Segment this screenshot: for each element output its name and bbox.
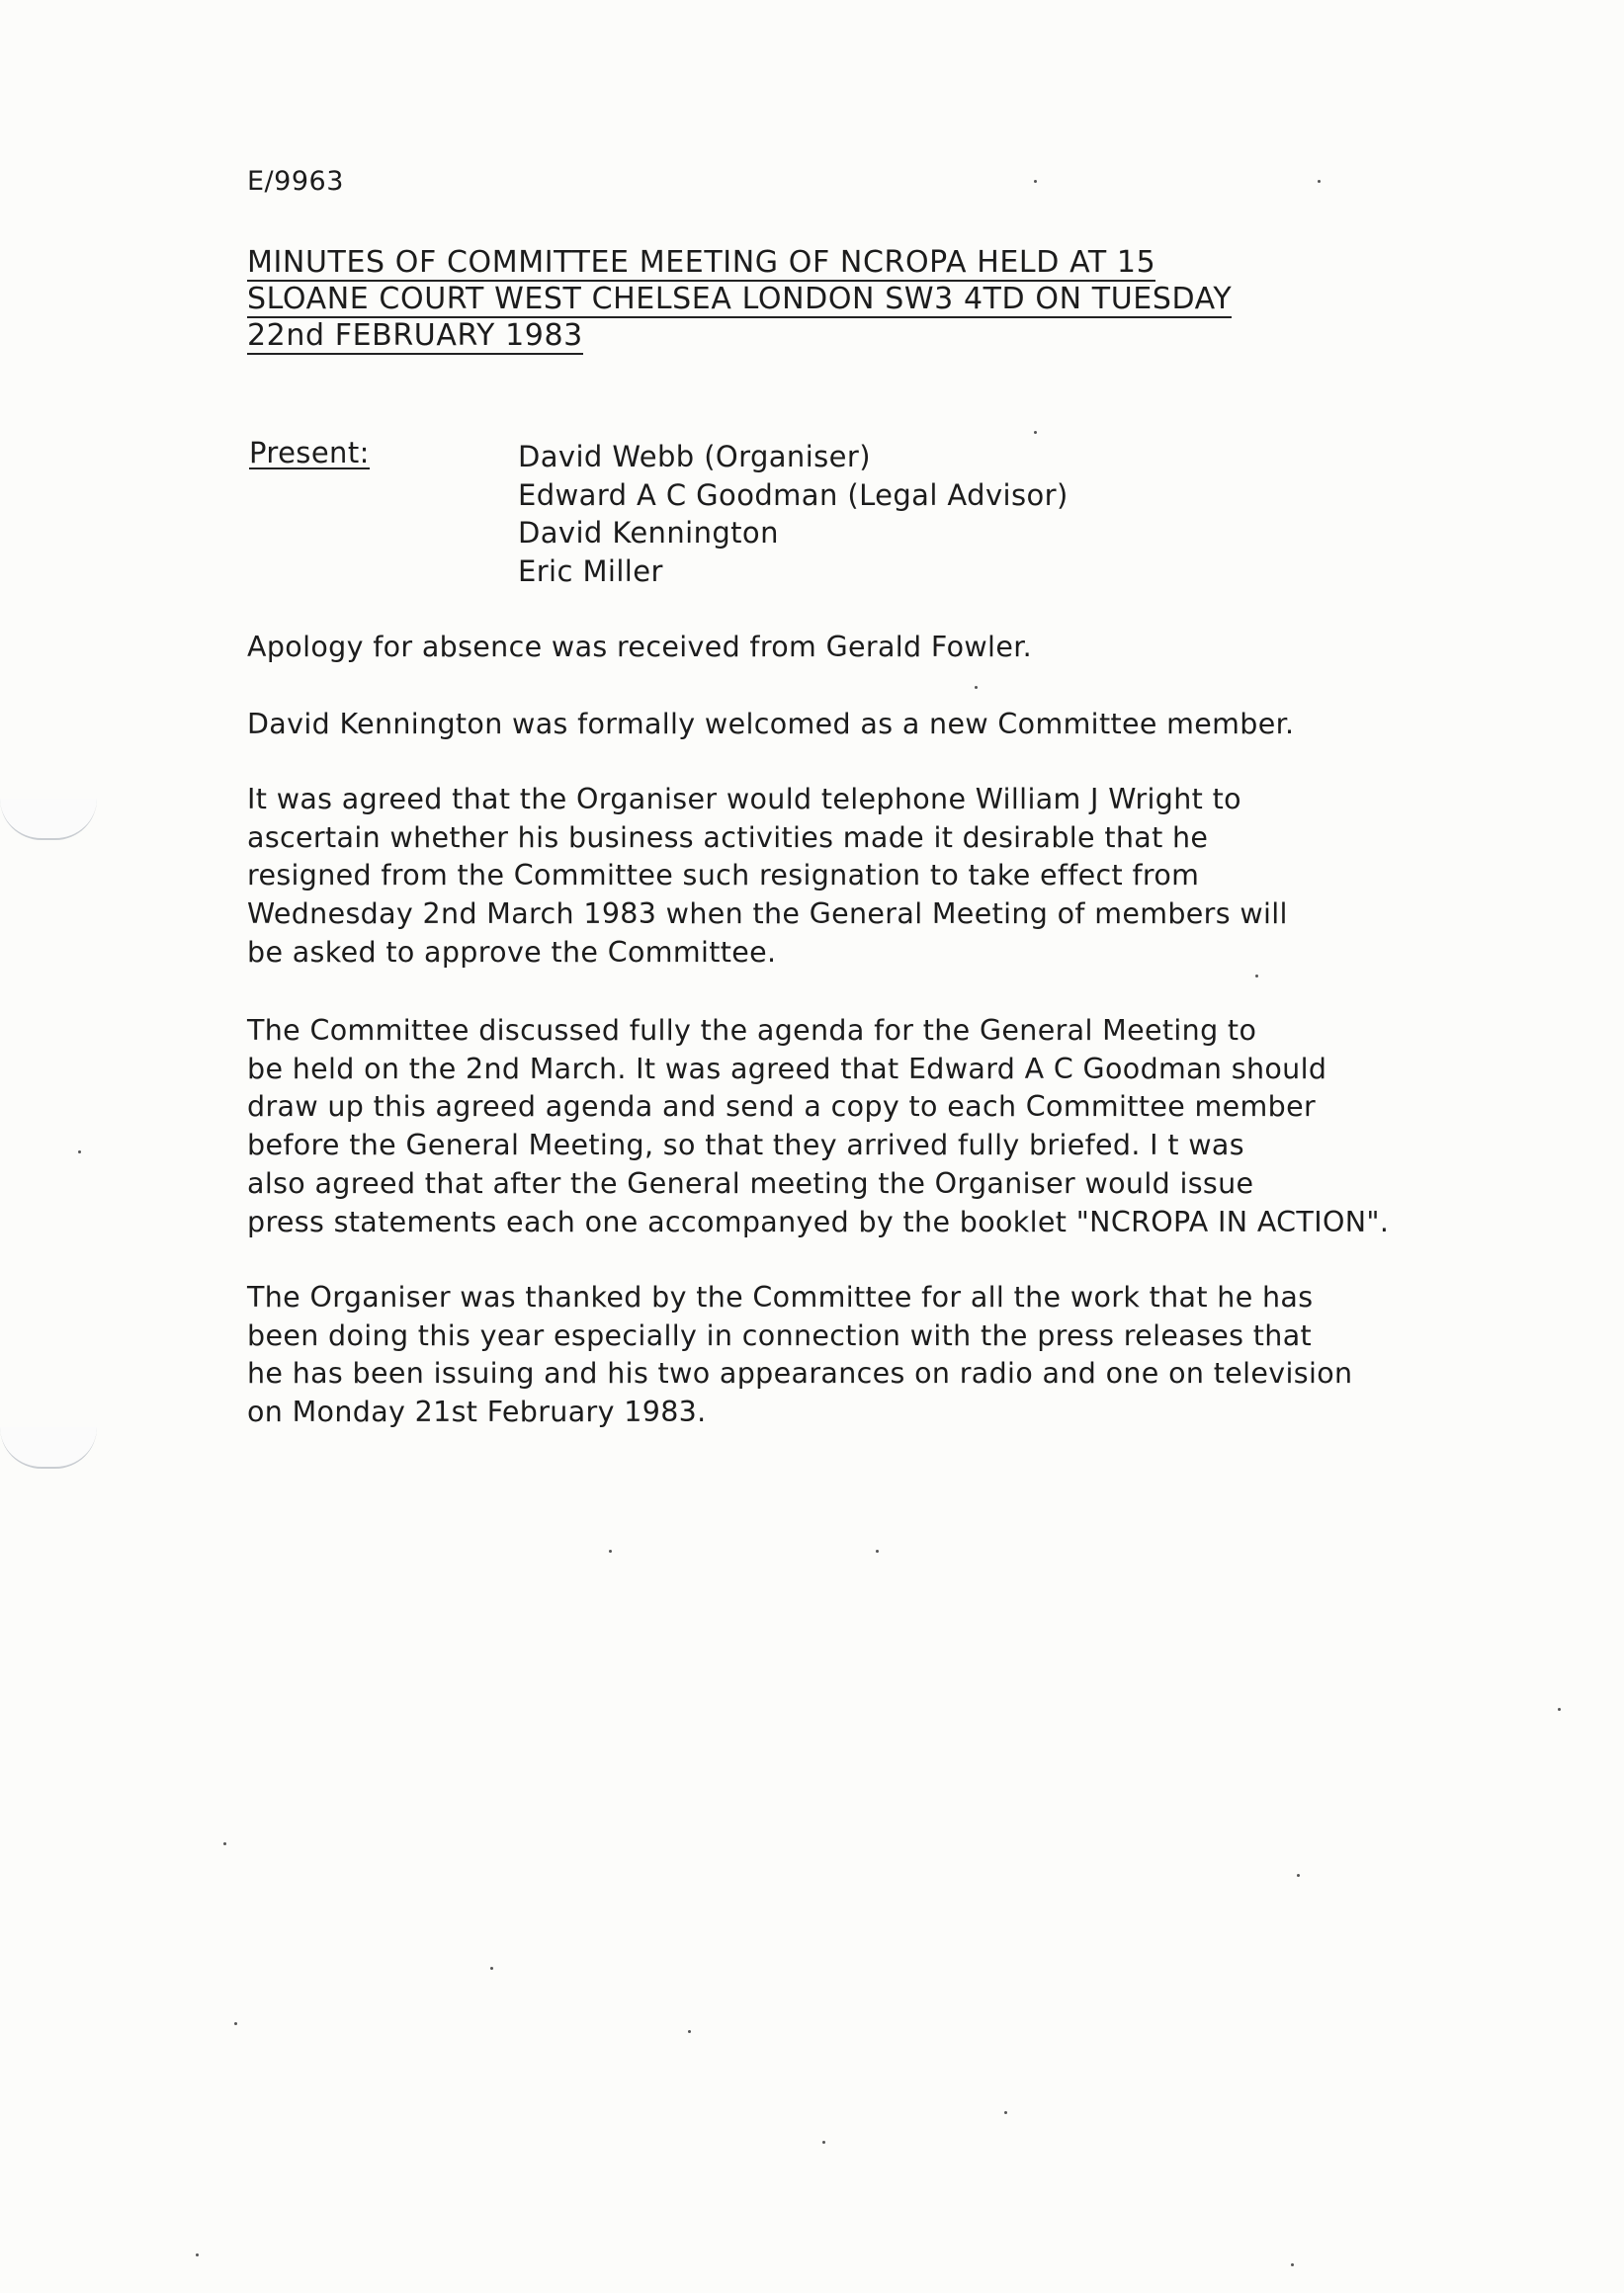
scan-speck	[975, 686, 978, 689]
paragraph-line: The Committee discussed fully the agenda for the General Meeting to	[247, 1014, 1257, 1047]
scan-speck	[234, 2022, 237, 2025]
scan-speck	[78, 1150, 81, 1153]
punch-hole	[0, 799, 97, 840]
attendee-list	[518, 438, 1068, 590]
paragraph-line: be held on the 2nd March. It was agreed that Edward A C Goodman should	[247, 1052, 1327, 1085]
heading-line: 22nd FEBRUARY 1983	[247, 318, 583, 353]
scan-speck	[1034, 431, 1037, 434]
scan-speck	[1034, 180, 1037, 183]
paragraph-line: ascertain whether his business activities made it desirable that he	[247, 820, 1209, 854]
scan-speck	[196, 2253, 199, 2256]
welcome-paragraph	[247, 706, 1611, 744]
paragraph-line: Wednesday 2nd March 1983 when the General Meeting of members will	[247, 897, 1288, 931]
scan-speck	[1255, 975, 1258, 977]
paragraph-line: press statements each one accompanyed by the booklet "NCROPA IN ACTION".	[247, 1205, 1390, 1238]
paragraph-line: It was agreed that the Organiser would telephone William J Wright to	[247, 783, 1241, 815]
attendee: David Webb (Organiser)	[518, 440, 871, 473]
attendee: Eric Miller	[518, 553, 663, 588]
scan-speck	[609, 1550, 612, 1553]
scan-speck	[822, 2141, 825, 2144]
scan-speck	[490, 1967, 493, 1970]
scan-speck	[1004, 2111, 1007, 2114]
punch-hole	[0, 1427, 97, 1469]
paragraph-line: David Kennington was formally welcomed as a new Committee member.	[247, 708, 1295, 740]
scan-speck	[688, 2030, 691, 2033]
paragraph-line: resigned from the Committee such resignation to take effect from	[247, 859, 1200, 892]
scan-speck	[1558, 1708, 1561, 1711]
paragraph-line: Apology for absence was received from Gerald Fowler.	[247, 631, 1033, 663]
attendee: Edward A C Goodman (Legal Advisor)	[518, 477, 1068, 512]
paragraph-line: The Organiser was thanked by the Committee for all the work that he has	[247, 1281, 1314, 1314]
scan-speck	[223, 1842, 226, 1845]
paragraph-line: been doing this year especially in connection with the press releases that	[247, 1318, 1313, 1352]
heading-line: MINUTES OF COMMITTEE MEETING OF NCROPA HELD AT 15	[247, 245, 1156, 280]
agenda-paragraph	[247, 1012, 1611, 1241]
scan-speck	[1297, 1874, 1300, 1877]
scan-speck	[1291, 2263, 1294, 2266]
paragraph-line: he has been issuing and his two appearances on radio and one on television	[247, 1357, 1353, 1391]
scan-speck	[1318, 180, 1321, 183]
present-label: Present:	[249, 436, 370, 469]
thanks-paragraph	[247, 1279, 1611, 1432]
attendee: David Kennington	[518, 516, 779, 550]
document-reference: E/9963	[247, 166, 344, 197]
resignation-paragraph	[247, 781, 1611, 973]
paragraph-line: also agreed that after the General meeting the Organiser would issue	[247, 1166, 1254, 1200]
apology-paragraph	[247, 629, 1611, 667]
paragraph-line: be asked to approve the Committee.	[247, 935, 777, 969]
paragraph-line: draw up this agreed agenda and send a copy to each Committee member	[247, 1090, 1317, 1124]
scan-speck	[876, 1550, 879, 1553]
paragraph-line: before the General Meeting, so that they arrived fully briefed. I t was	[247, 1129, 1244, 1162]
minutes-heading	[247, 245, 1433, 355]
paragraph-line: on Monday 21st February 1983.	[247, 1396, 707, 1429]
heading-line: SLOANE COURT WEST CHELSEA LONDON SW3 4TD ON TUESDAY	[247, 282, 1233, 316]
